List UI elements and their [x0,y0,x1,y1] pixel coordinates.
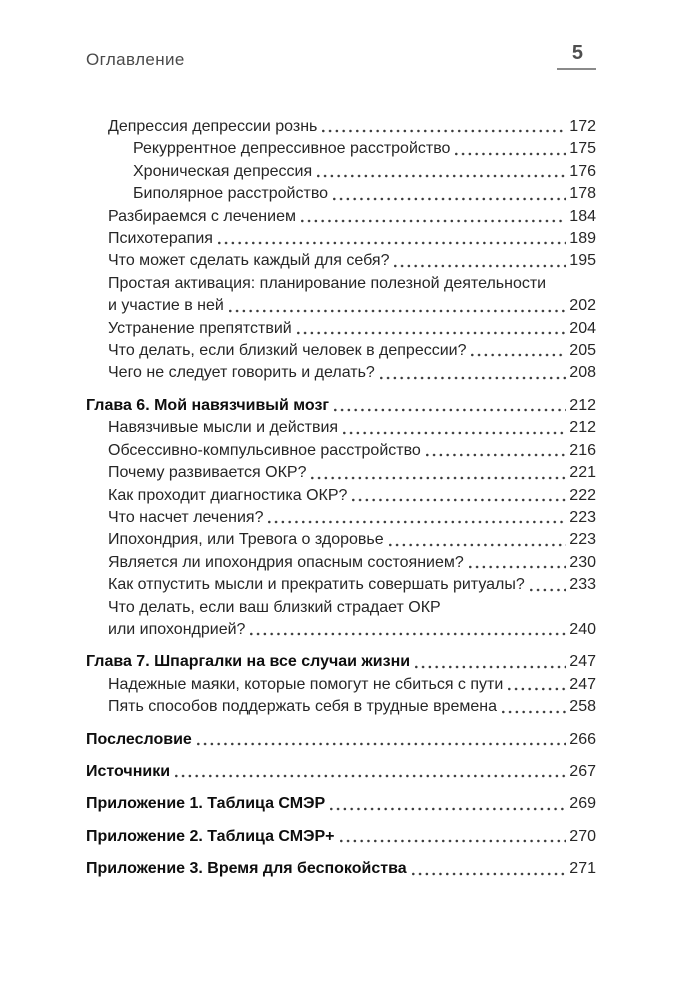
toc-entry-title: Глава 7. Шпаргалки на все случаи жизни [86,653,411,671]
toc-row [108,206,596,228]
dot-leader [508,685,566,693]
toc-entry-page: 233 [569,576,596,594]
toc-row [86,793,596,815]
toc-entry [108,696,596,718]
dot-leader [297,329,567,337]
dot-leader [311,474,566,482]
toc-entry-title: Хроническая депрессия [133,162,313,180]
toc-entry-page: 223 [569,508,596,526]
toc-row [108,116,596,138]
toc-entry-title: Разбираемся с лечением [108,207,296,225]
toc-row [108,485,596,507]
dot-leader [250,630,566,638]
toc-entry-page: 189 [569,230,596,248]
toc-entry-title: Приложение 3. Время для беспокойства [86,860,407,878]
toc-entry-title: Является ли ипохондрия опасным состоянием? [108,553,464,571]
page-number-rule [557,42,596,70]
toc-row [108,273,596,295]
toc-entry [133,183,596,205]
toc-row [108,507,596,529]
toc-entry-page: 208 [569,364,596,382]
toc-row [86,826,596,848]
toc-entry-title: Почему развивается ОКР? [108,464,307,482]
toc-entry [86,826,596,848]
toc-entry-page: 247 [569,653,596,671]
toc-entry-title: Обсессивно-компульсивное расстройство [108,441,421,459]
toc-entry-title: Как отпустить мысли и прекратить совершать ритуалы? [108,576,525,594]
toc-entry [108,228,596,250]
toc-entry-page: 216 [569,441,596,459]
toc-entry-page: 202 [569,297,596,315]
dot-leader [389,541,567,549]
toc-entry-page: 230 [569,553,596,571]
toc-row [133,183,596,205]
page-number: 5 [571,42,583,64]
dot-leader [330,805,566,813]
toc-row [108,440,596,462]
toc-entry-title: Что делать, если ваш близкий страдает ОКР [108,598,441,616]
dot-leader [268,518,566,526]
dot-leader [426,451,566,459]
toc-entry-title: Психотерапия [108,230,213,248]
toc-entry-title: Депрессия депрессии рознь [108,118,318,135]
toc-entry-title: Биполярное расстройство [133,185,329,203]
toc-entry [86,395,596,417]
toc-entry [108,507,596,529]
toc-entry-page: 178 [569,185,596,203]
toc-entry-page: 270 [569,827,596,845]
toc-entry [86,858,596,880]
toc-list [86,116,596,881]
toc-entry [108,116,596,138]
toc-entry [86,729,596,751]
toc-entry [133,138,596,160]
toc-entry-page: 205 [569,342,596,360]
toc-row [108,228,596,250]
toc-entry [108,485,596,507]
toc-entry-title: Рекуррентное депрессивное расстройство [133,140,451,158]
toc-entry-page: 175 [569,140,596,158]
toc-row [133,138,596,160]
toc-entry-title: Пять способов поддержать себя в трудные времена [108,698,498,716]
toc-entry-title: Надежные маяки, которые помогут не сбиться с пути [108,675,504,693]
toc-entry-title: Устранение препятствий [108,319,292,337]
toc-entry [86,793,596,815]
toc-entry-page: 212 [569,419,596,437]
toc-entry-page: 269 [569,795,596,813]
toc-row [86,395,596,417]
toc-row [86,761,596,783]
dot-leader [455,150,566,158]
toc-entry-page: 184 [569,207,596,225]
toc-row-continuation [108,619,596,641]
toc-entry-page: 195 [569,252,596,270]
dot-leader [229,307,566,315]
toc-entry [108,206,596,228]
toc-entry-page: 271 [569,860,596,878]
toc-entry [108,552,596,574]
toc-entry-page: 258 [569,698,596,716]
toc-entry-page: 267 [569,762,596,780]
toc-row [108,462,596,484]
dot-leader [322,127,566,135]
dot-leader [530,586,567,594]
dot-leader [333,195,566,203]
toc-entry-title: Что насчет лечения? [108,508,264,526]
toc-entry-title: Приложение 1. Таблица СМЭР [86,795,326,813]
toc-entry-page: 172 [569,118,596,135]
dot-leader [317,172,566,180]
toc-row [108,362,596,384]
toc-entry [108,597,596,642]
dot-leader [502,708,566,716]
toc-entry-title: Простая активация: планирование полезной деятельности [108,274,547,292]
toc-entry [108,318,596,340]
dot-leader [343,429,566,437]
toc-row [86,729,596,751]
toc-entry-title: Глава 6. Мой навязчивый мозг [86,396,330,414]
dot-leader [301,217,566,225]
toc-row [108,574,596,596]
dot-leader [175,772,566,780]
toc-entry-title: Послесловие [86,730,192,748]
toc-entry-page: 212 [569,396,596,414]
toc-entry-title: Источники [86,762,171,780]
toc-entry-title: Что может сделать каждый для себя? [108,252,390,270]
toc-row [108,552,596,574]
toc-entry [108,674,596,696]
dot-leader [334,406,566,414]
toc-row [108,340,596,362]
toc-entry [108,529,596,551]
toc-entry-title: Как проходит диагностика ОКР? [108,486,348,504]
toc-row [108,674,596,696]
toc-entry [108,462,596,484]
toc-entry-title: Приложение 2. Таблица СМЭР+ [86,827,335,845]
toc-entry [108,574,596,596]
toc-entry [108,273,596,318]
toc-entry-title: Что делать, если близкий человек в депрессии? [108,342,467,360]
toc-entry [86,761,596,783]
page-heading: Оглавление [86,50,185,69]
toc-row [86,858,596,880]
toc-entry-page: 266 [569,730,596,748]
toc-row [108,696,596,718]
toc-row [108,529,596,551]
toc-entry-title: Ипохондрия, или Тревога о здоровье [108,531,384,549]
toc-entry [133,161,596,183]
toc-entry-page: 247 [569,675,596,693]
toc-entry-title: Чего не следует говорить и делать? [108,364,375,382]
toc-entry-page: 223 [569,531,596,549]
dot-leader [380,374,566,382]
toc-entry-title-continuation: или ипохондрией? [108,620,246,638]
toc-entry [108,417,596,439]
toc-entry [108,440,596,462]
dot-leader [412,870,567,878]
toc-entry-title: Навязчивые мысли и действия [108,419,339,437]
toc-row-continuation [108,295,596,317]
toc-entry-page: 222 [569,486,596,504]
dot-leader [415,663,566,671]
toc-entry-page: 176 [569,162,596,180]
dot-leader [340,837,567,845]
toc-row [108,417,596,439]
page-header [86,42,596,70]
dot-leader [394,262,566,270]
toc-row [86,651,596,673]
dot-leader [352,496,566,504]
toc-entry-page: 204 [569,319,596,337]
toc-row [108,318,596,340]
toc-row [108,597,596,619]
toc-entry-title-continuation: и участие в ней [108,297,224,315]
toc-entry-page: 240 [569,620,596,638]
toc-entry [108,362,596,384]
dot-leader [469,563,567,571]
toc-row [108,250,596,272]
toc-entry-page: 221 [569,464,596,482]
dot-leader [197,740,567,748]
dot-leader [218,239,566,247]
toc-entry [108,340,596,362]
toc-row [133,161,596,183]
dot-leader [471,351,566,359]
toc-entry [108,250,596,272]
toc-entry [86,651,596,673]
